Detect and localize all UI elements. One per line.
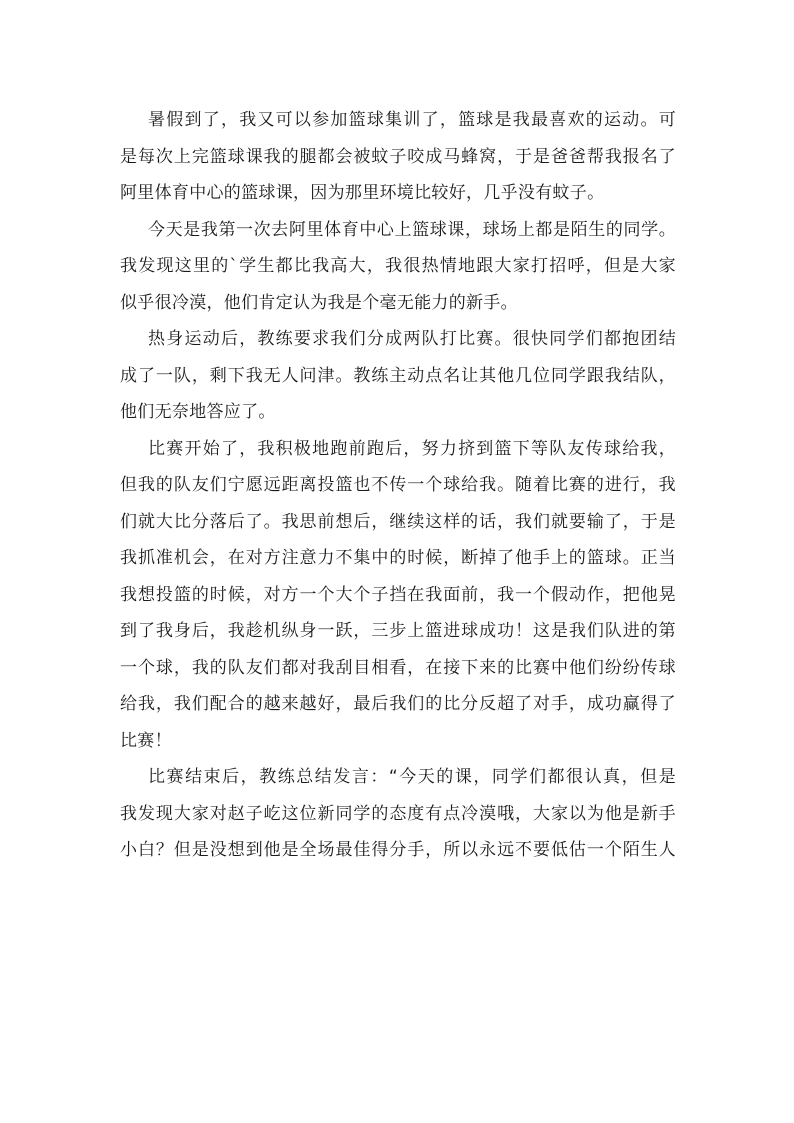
- text-line: 比赛开始了，我积极地跑前跑后，努力挤到篮下等队友传球给我，: [148, 438, 676, 459]
- text-line: 今天是我第一次去阿里体育中心上篮球课，球场上都是陌生的同学。: [148, 219, 676, 240]
- text-line: 比赛结束后，教练总结发言：“今天的课，同学们都很认真，但是: [148, 767, 676, 787]
- text-line: 热身运动后，教练要求我们分成两队打比赛。很快同学们都抱团结: [148, 329, 676, 349]
- text-line: 到了我身后，我趁机纵身一跃，三步上篮进球成功！这是我们队进的第: [120, 621, 676, 641]
- text-line: 似乎很冷漠，他们肯定认为我是个毫无能力的新手。: [120, 292, 518, 313]
- text-line: 成了一队，剩下我无人问津。教练主动点名让其他几位同学跟我结队，: [120, 365, 676, 386]
- text-line: 一个球，我的队友们都对我刮目相看，在接下来的比赛中他们纷纷传球: [120, 657, 676, 678]
- text-line: 们就大比分落后了。我思前想后，继续这样的话，我们就要输了，于是: [120, 511, 676, 532]
- text-line: 但我的队友们宁愿远距离投篮也不传一个球给我。随着比赛的进行，我: [120, 475, 676, 495]
- text-line: 暑假到了，我又可以参加篮球集训了，篮球是我最喜欢的运动。可: [148, 110, 676, 130]
- text-line: 阿里体育中心的篮球课，因为那里环境比较好，几乎没有蚊子。: [120, 183, 605, 203]
- text-line: 给我，我们配合的越来越好，最后我们的比分反超了对手，成功赢得了: [120, 694, 676, 714]
- essay-body: [120, 102, 676, 869]
- text-line: 他们无奈地答应了。: [120, 402, 276, 422]
- text-line: 是每次上完篮球课我的腿都会被蚊子咬成马蜂窝，于是爸爸帮我报名了: [120, 146, 676, 167]
- text-line: 我抓准机会，在对方注意力不集中的时候，断掉了他手上的篮球。正当: [120, 548, 676, 568]
- text-line: 我发现这里的`学生都比我高大，我很热情地跟大家打招呼，但是大家: [120, 256, 676, 276]
- text-line: 比赛！: [120, 730, 172, 751]
- text-line: 小白？但是没想到他是全场最佳得分手，所以永远不要低估一个陌生人: [120, 840, 676, 860]
- text-line: 我想投篮的时候，对方一个大个子挡在我面前，我一个假动作，把他晃: [120, 584, 676, 605]
- text-line: 我发现大家对赵子屹这位新同学的态度有点冷漠哦，大家以为他是新手: [120, 803, 676, 824]
